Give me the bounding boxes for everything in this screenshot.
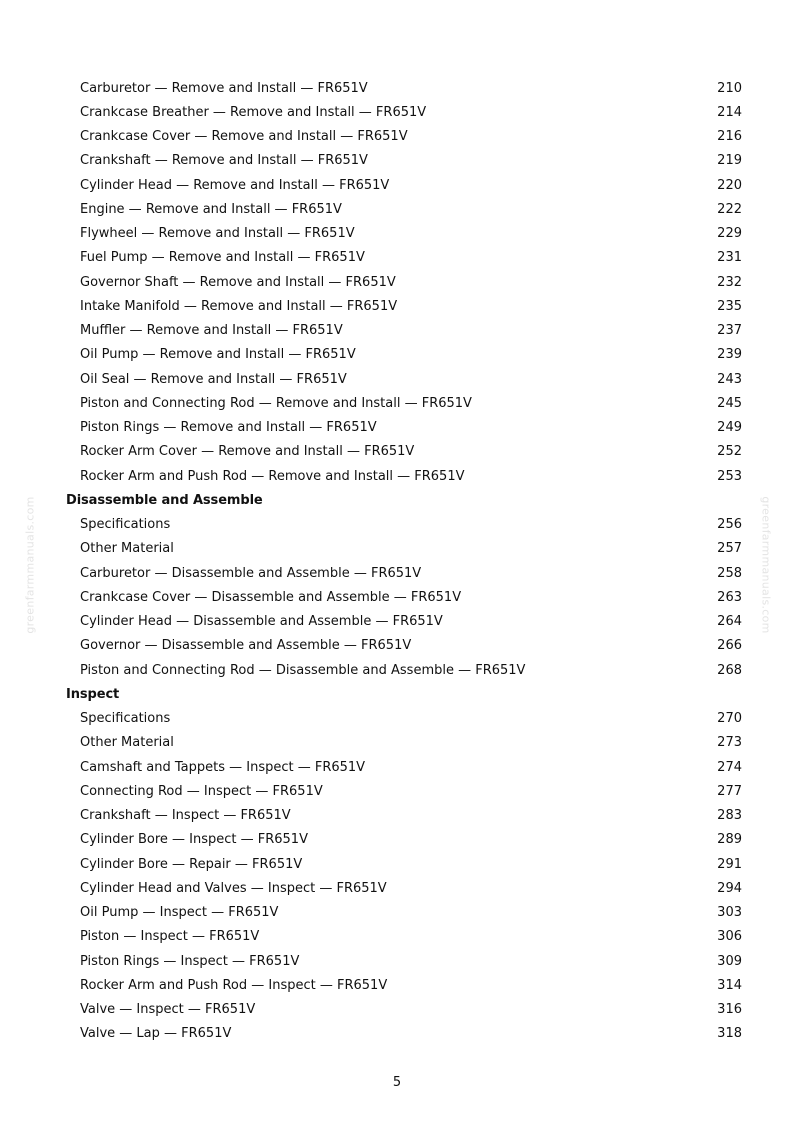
toc-page-number: 277	[717, 783, 742, 799]
toc-page-number: 222	[717, 201, 742, 217]
toc-page-number: 274	[717, 759, 742, 775]
toc-page-number: 256	[717, 517, 742, 533]
toc-page-number: 289	[717, 832, 742, 848]
toc-page-number: 232	[717, 274, 742, 290]
toc-entry[interactable]	[66, 513, 742, 537]
toc-page-number: 303	[717, 905, 742, 921]
toc-entry-title: Specifications	[80, 711, 171, 727]
toc-entry[interactable]	[66, 222, 742, 246]
toc-page-number: 318	[717, 1026, 742, 1042]
toc-entry[interactable]	[66, 561, 742, 585]
toc-page-number: 263	[717, 589, 742, 605]
toc-page-number: 283	[717, 808, 742, 824]
toc-entry-title: Piston — Inspect — FR651V	[80, 929, 260, 945]
toc-entry[interactable]	[66, 731, 742, 755]
watermark-left: greenfarmmanuals.com	[23, 496, 37, 634]
toc-entry[interactable]	[66, 634, 742, 658]
toc-page-number: 273	[717, 735, 742, 751]
toc-entry-title: Oil Seal — Remove and Install — FR651V	[80, 371, 347, 387]
table-of-contents	[66, 76, 742, 1046]
toc-entry[interactable]	[66, 367, 742, 391]
toc-entry[interactable]	[66, 294, 742, 318]
toc-entry-title: Piston and Connecting Rod — Disassemble and Assemble — FR651V	[80, 662, 526, 678]
toc-entry-title: Rocker Arm and Push Rod — Inspect — FR651V	[80, 977, 388, 993]
toc-entry-title: Intake Manifold — Remove and Install — FR651V	[80, 298, 398, 314]
toc-entry[interactable]	[66, 973, 742, 997]
toc-entry[interactable]	[66, 464, 742, 488]
toc-page-number: 258	[717, 565, 742, 581]
toc-page-number: 291	[717, 856, 742, 872]
toc-entry-title: Governor Shaft — Remove and Install — FR651V	[80, 274, 396, 290]
toc-page-number: 245	[717, 395, 742, 411]
toc-entry[interactable]	[66, 537, 742, 561]
toc-entry[interactable]	[66, 391, 742, 415]
toc-heading-title: Inspect	[66, 686, 120, 702]
toc-entry[interactable]	[66, 901, 742, 925]
toc-entry[interactable]	[66, 440, 742, 464]
toc-entry-title: Fuel Pump — Remove and Install — FR651V	[80, 250, 365, 266]
toc-entry-title: Oil Pump — Remove and Install — FR651V	[80, 347, 356, 363]
toc-entry-title: Flywheel — Remove and Install — FR651V	[80, 226, 355, 242]
toc-entry[interactable]	[66, 755, 742, 779]
toc-entry[interactable]	[66, 270, 742, 294]
toc-page-number: 268	[717, 662, 742, 678]
toc-entry-title: Carburetor — Disassemble and Assemble — FR651V	[80, 565, 422, 581]
toc-page-number: 266	[717, 638, 742, 654]
toc-entry-title: Crankcase Cover — Disassemble and Assemble — FR651V	[80, 589, 462, 605]
toc-entry-title: Specifications	[80, 517, 171, 533]
toc-page-number: 219	[717, 153, 742, 169]
toc-page-number: 231	[717, 250, 742, 266]
toc-page-number: 294	[717, 880, 742, 896]
toc-entry[interactable]	[66, 319, 742, 343]
page-number: 5	[392, 1075, 402, 1090]
toc-page-number: 237	[717, 323, 742, 339]
toc-page-number: 252	[717, 444, 742, 460]
toc-entry[interactable]	[66, 100, 742, 124]
toc-entry-title: Piston Rings — Remove and Install — FR651V	[80, 420, 377, 436]
toc-page-number: 309	[717, 953, 742, 969]
toc-entry[interactable]	[66, 852, 742, 876]
toc-entry-title: Crankcase Breather — Remove and Install — FR651V	[80, 104, 427, 120]
toc-entry[interactable]	[66, 343, 742, 367]
toc-heading-title: Disassemble and Assemble	[66, 492, 263, 508]
toc-entry[interactable]	[66, 876, 742, 900]
toc-page-number: 314	[717, 977, 742, 993]
toc-entry-title: Rocker Arm Cover — Remove and Install — FR651V	[80, 444, 415, 460]
toc-page-number: 210	[717, 80, 742, 96]
toc-page-number: 239	[717, 347, 742, 363]
toc-entry-title: Muffler — Remove and Install — FR651V	[80, 323, 343, 339]
toc-page-number: 316	[717, 1002, 742, 1018]
toc-entry[interactable]	[66, 610, 742, 634]
toc-entry[interactable]	[66, 779, 742, 803]
toc-page-number: 220	[717, 177, 742, 193]
toc-entry[interactable]	[66, 1022, 742, 1046]
toc-page-number: 264	[717, 614, 742, 630]
toc-entry-title: Cylinder Head — Remove and Install — FR651V	[80, 177, 390, 193]
toc-entry-title: Connecting Rod — Inspect — FR651V	[80, 783, 323, 799]
toc-entry-title: Piston and Connecting Rod — Remove and Install — FR651V	[80, 395, 472, 411]
toc-entry[interactable]	[66, 416, 742, 440]
watermark-right: greenfarmmanuals.com	[759, 496, 773, 634]
toc-entry[interactable]	[66, 125, 742, 149]
toc-entry-title: Carburetor — Remove and Install — FR651V	[80, 80, 368, 96]
toc-page-number: 216	[717, 129, 742, 145]
toc-entry-title: Cylinder Bore — Inspect — FR651V	[80, 832, 308, 848]
toc-entry-title: Crankshaft — Remove and Install — FR651V	[80, 153, 368, 169]
toc-entry[interactable]	[66, 173, 742, 197]
toc-section-heading	[66, 682, 742, 706]
toc-page-number: 235	[717, 298, 742, 314]
toc-entry-title: Rocker Arm and Push Rod — Remove and Install — FR651V	[80, 468, 465, 484]
toc-entry[interactable]	[66, 804, 742, 828]
toc-entry[interactable]	[66, 658, 742, 682]
toc-page-number: 249	[717, 420, 742, 436]
toc-entry-title: Crankcase Cover — Remove and Install — FR651V	[80, 129, 408, 145]
toc-page-number: 243	[717, 371, 742, 387]
toc-entry-title: Camshaft and Tappets — Inspect — FR651V	[80, 759, 366, 775]
toc-entry-title: Governor — Disassemble and Assemble — FR651V	[80, 638, 412, 654]
toc-entry-title: Cylinder Bore — Repair — FR651V	[80, 856, 303, 872]
toc-entry-title: Crankshaft — Inspect — FR651V	[80, 808, 291, 824]
toc-entry[interactable]	[66, 828, 742, 852]
toc-page-number: 229	[717, 226, 742, 242]
toc-entry[interactable]	[66, 707, 742, 731]
toc-page-number: 257	[717, 541, 742, 557]
toc-page-number: 306	[717, 929, 742, 945]
toc-entry-title: Cylinder Head — Disassemble and Assemble — FR651V	[80, 614, 443, 630]
toc-entry-title: Piston Rings — Inspect — FR651V	[80, 953, 300, 969]
toc-section-heading	[66, 488, 742, 512]
toc-entry[interactable]	[66, 998, 742, 1022]
toc-entry-title: Engine — Remove and Install — FR651V	[80, 201, 342, 217]
toc-entry[interactable]	[66, 197, 742, 221]
toc-entry-title: Cylinder Head and Valves — Inspect — FR651V	[80, 880, 387, 896]
toc-page-number: 214	[717, 104, 742, 120]
toc-entry-title: Other Material	[80, 735, 174, 751]
toc-entry-title: Valve — Lap — FR651V	[80, 1026, 232, 1042]
toc-entry-title: Oil Pump — Inspect — FR651V	[80, 905, 279, 921]
toc-page-number: 253	[717, 468, 742, 484]
toc-entry[interactable]	[66, 925, 742, 949]
toc-page-number: 270	[717, 711, 742, 727]
toc-entry-title: Other Material	[80, 541, 174, 557]
toc-entry-title: Valve — Inspect — FR651V	[80, 1002, 256, 1018]
toc-entry[interactable]	[66, 76, 742, 100]
toc-entry[interactable]	[66, 949, 742, 973]
toc-entry[interactable]	[66, 246, 742, 270]
toc-entry[interactable]	[66, 585, 742, 609]
toc-entry[interactable]	[66, 149, 742, 173]
